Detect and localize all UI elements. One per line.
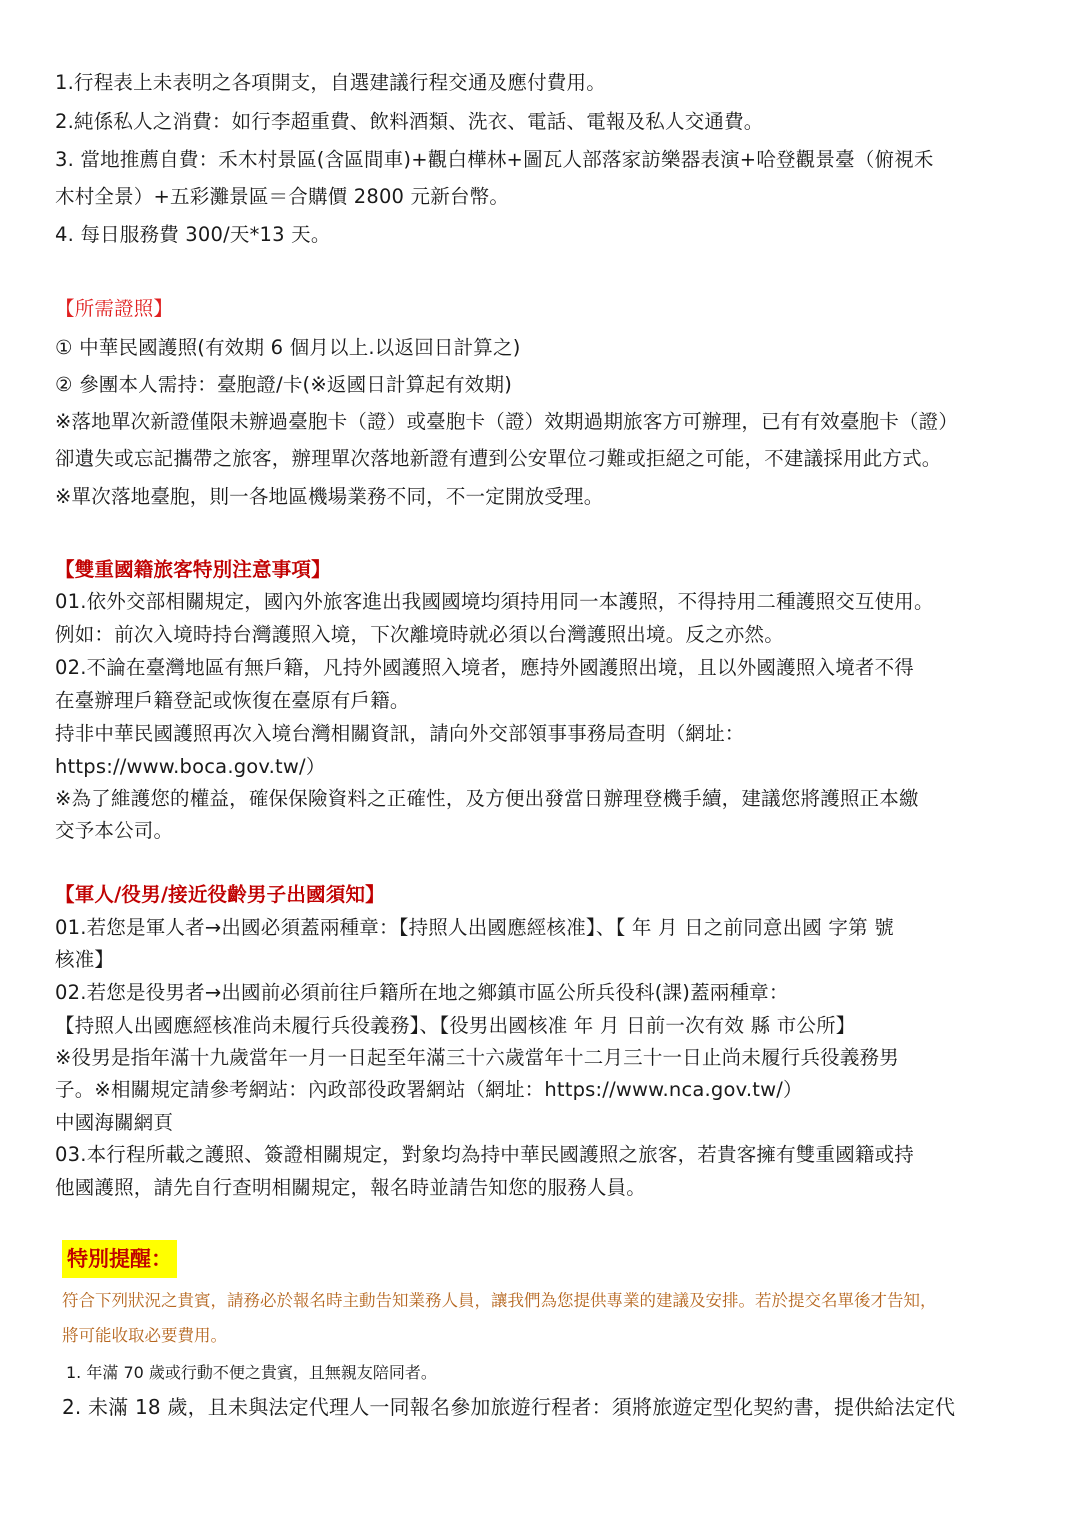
dual-line: 在臺辦理戶籍登記或恢復在臺原有戶籍。 (55, 689, 410, 712)
military-line: 02.若您是役男者→出國前必須前往戶籍所在地之鄉鎮市區公所兵役科(課)蓋兩種章： (55, 981, 789, 1004)
fee-item-2: 2.純係私人之消費：如行李超重費、飲料酒類、洗衣、電話、電報及私人交通費。 (55, 110, 764, 133)
military-line: ※役男是指年滿十九歲當年一月一日起至年滿三十六歲當年十二月三十一日止尚未履行兵役義務男 (55, 1046, 899, 1069)
reminder-item: 1. 年滿 70 歲或行動不便之貴賓，且無親友陪同者。 (66, 1363, 437, 1382)
documents-line: ※單次落地臺胞，則一各地區機場業務不同，不一定開放受理。 (55, 485, 604, 508)
military-line: 核准】 (55, 948, 115, 971)
reminder-intro: 符合下列狀況之貴賓，請務必於報名時主動告知業務人員，讓我們為您提供專業的建議及安排。若於提交名單後才告知， (62, 1291, 937, 1310)
military-line: 03.本行程所載之護照、簽證相關規定，對象均為持中華民國護照之旅客，若貴客擁有雙重國籍或持 (55, 1143, 915, 1166)
fee-item-1: 1.行程表上未表明之各項開支，自選建議行程交通及應付費用。 (55, 71, 606, 94)
military-heading: 【軍人/役男/接近役齡男子出國須知】 (55, 883, 385, 906)
dual-line: 持非中華民國護照再次入境台灣相關資訊，請向外交部領事事務局查明（網址： (55, 722, 745, 745)
fee-item-3: 3. 當地推薦自費：禾木村景區(含區間車)+觀白樺林+圖瓦人部落家訪樂器表演+哈登觀景臺（俯視禾 (55, 148, 934, 171)
fee-item-3-cont: 木村全景）+五彩灘景區＝合購價 2800 元新台幣。 (55, 185, 510, 208)
fee-item-4: 4. 每日服務費 300/天*13 天。 (55, 223, 331, 246)
dual-line: 01.依外交部相關規定，國內外旅客進出我國國境均須持用同一本護照，不得持用二種護照交互使用。 (55, 590, 934, 613)
documents-heading: 【所需證照】 (55, 297, 174, 320)
reminder-heading: 特別提醒： (62, 1240, 177, 1278)
customs-link[interactable]: 中國海關網頁 (55, 1111, 174, 1134)
dual-line: ※為了維護您的權益，確保保險資料之正確性，及方便出發當日辦理登機手續，建議您將護照正本繳 (55, 787, 919, 810)
documents-line: ② 參團本人需持：臺胞證/卡(※返國日計算起有效期) (55, 373, 513, 396)
dual-heading: 【雙重國籍旅客特別注意事項】 (55, 558, 331, 581)
documents-line: ① 中華民國護照(有效期 6 個月以上.以返回日計算之) (55, 336, 521, 359)
military-line: 01.若您是軍人者→出國必須蓋兩種章：【持照人出國應經核准】、【 年 月 日之前同意出國 字第 號 (55, 916, 894, 939)
dual-line: 交予本公司。 (55, 819, 174, 842)
military-line: 子。※相關規定請參考網站：內政部役政署網站（網址：https://www.nca.gov.tw/） (55, 1078, 803, 1101)
dual-line: 例如：前次入境時持台灣護照入境，下次離境時就必須以台灣護照出境。反之亦然。 (55, 623, 784, 646)
military-line: 他國護照，請先自行查明相關規定，報名時並請告知您的服務人員。 (55, 1176, 647, 1199)
documents-line: 卻遺失或忘記攜帶之旅客，辦理單次落地新證有遭到公安單位刁難或拒絕之可能，不建議採用此方式。 (55, 447, 942, 470)
reminder-item: 2. 未滿 18 歲，且未與法定代理人一同報名參加旅遊行程者：須將旅遊定型化契約書，提供給法定代 (62, 1395, 956, 1419)
dual-line: 02.不論在臺灣地區有無戶籍，凡持外國護照入境者，應持外國護照出境，且以外國護照入境者不得 (55, 656, 915, 679)
military-line: 【持照人出國應經核准尚未履行兵役義務】、【役男出國核准 年 月 日前一次有效 縣 市公所】 (55, 1014, 856, 1037)
dual-url-link[interactable]: https://www.boca.gov.tw/） (55, 755, 326, 778)
documents-line: ※落地單次新證僅限未辦過臺胞卡（證）或臺胞卡（證）效期過期旅客方可辦理，已有有效臺胞卡（證） (55, 410, 959, 433)
reminder-intro: 將可能收取必要費用。 (62, 1326, 227, 1345)
